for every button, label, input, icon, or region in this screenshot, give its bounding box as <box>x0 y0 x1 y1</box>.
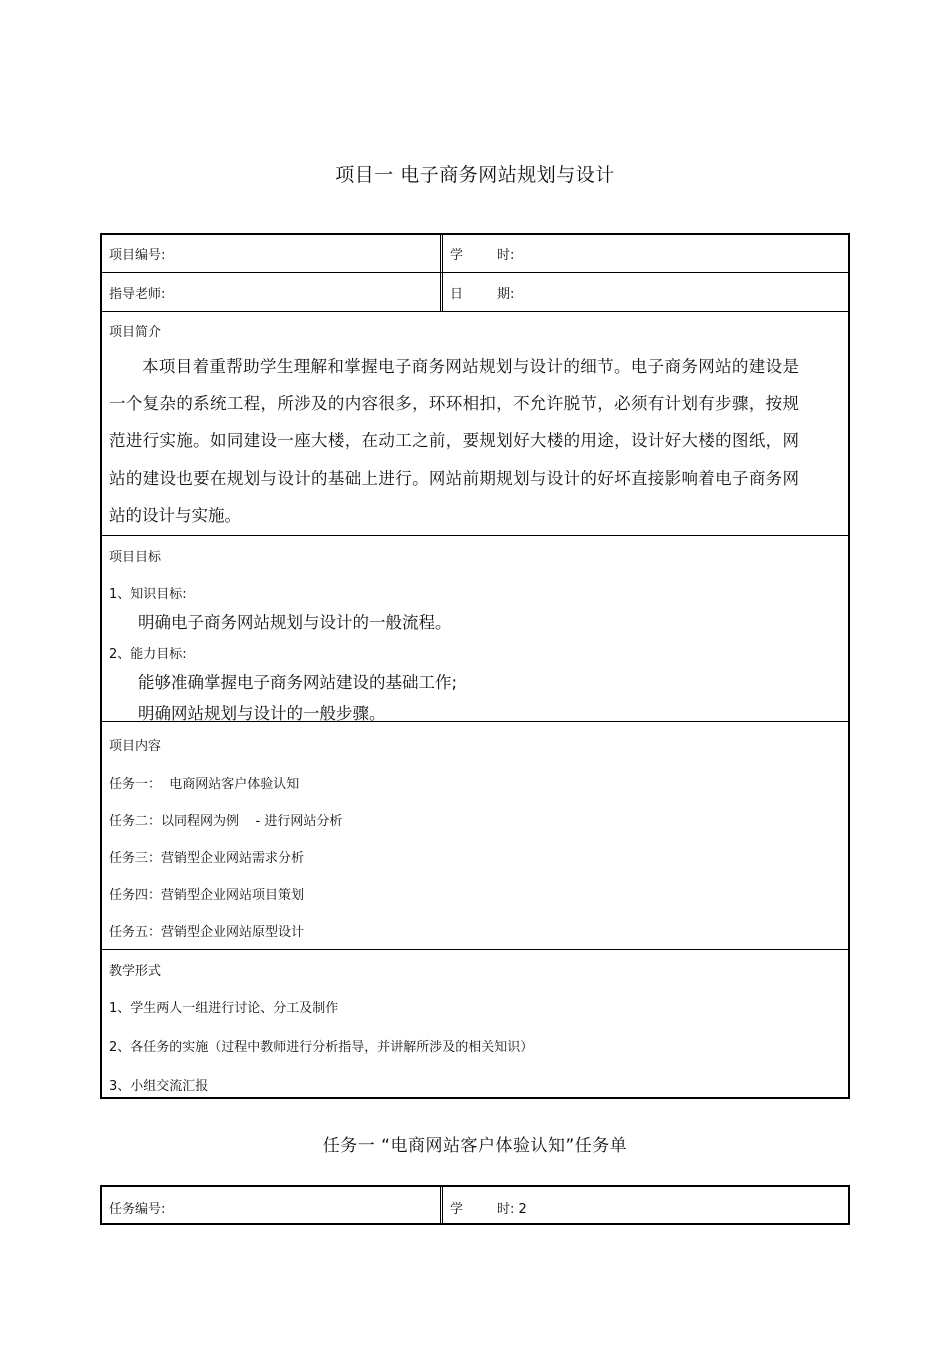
task-sheet-table <box>100 1185 850 1225</box>
knowledge-goal-item: 明确电子商务网站规划与设计的一般流程。 <box>138 613 452 632</box>
column-divider <box>440 1187 443 1224</box>
task-hours-value: 2 <box>518 1202 527 1217</box>
teacher-label: 指导老师: <box>109 287 166 302</box>
teaching-heading: 教学形式 <box>109 964 162 979</box>
teaching-item: 1、学生两人一组进行讨论、分工及制作 <box>109 1001 339 1016</box>
knowledge-goal-label: 1、知识目标: <box>109 587 187 602</box>
ability-goal-label: 2、能力目标: <box>109 647 187 662</box>
ability-goal-item: 能够准确掌握电子商务网站建设的基础工作; <box>138 673 458 692</box>
row-divider <box>102 949 848 950</box>
intro-text: 本项目着重帮助学生理解和掌握电子商务网站规划与设计的细节。电子商务网站的建设是一个复杂的系统工程，所涉及的内容很多，环环相扣，不允许脱节，必须有计划有步骤，按规范进行实施。如同建设一座大楼，在动工之前，要规划好大楼的用途，设计好大楼的图纸，网站的建设也要在规划与设计的基础上进行。网站前期规划与设计的好坏直接影响着电子商务网站的设计与实施。 <box>109 357 799 525</box>
column-divider <box>440 235 443 312</box>
teaching-item: 2、各任务的实施（过程中教师进行分析指导，并讲解所涉及的相关知识） <box>109 1040 534 1055</box>
row-divider <box>102 535 848 536</box>
row-divider <box>102 272 848 273</box>
date-label: 日 期: <box>450 287 515 302</box>
hours-label: 学 时: <box>450 248 515 263</box>
task-sheet-title: 任务一 “电商网站客户体验认知”任务单 <box>322 1136 628 1156</box>
task-no-label: 任务编号: <box>109 1202 166 1217</box>
row-divider <box>102 311 848 312</box>
page-title: 项目一 电子商务网站规划与设计 <box>335 164 615 186</box>
teaching-item: 3、小组交流汇报 <box>109 1079 209 1094</box>
content-heading: 项目内容 <box>109 739 162 754</box>
task-item: 任务一： 电商网站客户体验认知 <box>109 777 300 792</box>
task-item: 任务三：营销型企业网站需求分析 <box>109 851 305 866</box>
task-item: 任务五：营销型企业网站原型设计 <box>109 925 305 940</box>
task-item: 任务四：营销型企业网站项目策划 <box>109 888 305 903</box>
project-no-label: 项目编号: <box>109 248 166 263</box>
intro-heading: 项目简介 <box>109 325 162 340</box>
project-table <box>100 233 850 1099</box>
task-item: 任务二：以同程网为例 - 进行网站分析 <box>109 814 343 829</box>
goals-heading: 项目目标 <box>109 550 162 565</box>
ability-goal-item: 明确网站规划与设计的一般步骤。 <box>138 704 386 723</box>
task-hours-label: 学 时: 2 <box>450 1202 527 1217</box>
